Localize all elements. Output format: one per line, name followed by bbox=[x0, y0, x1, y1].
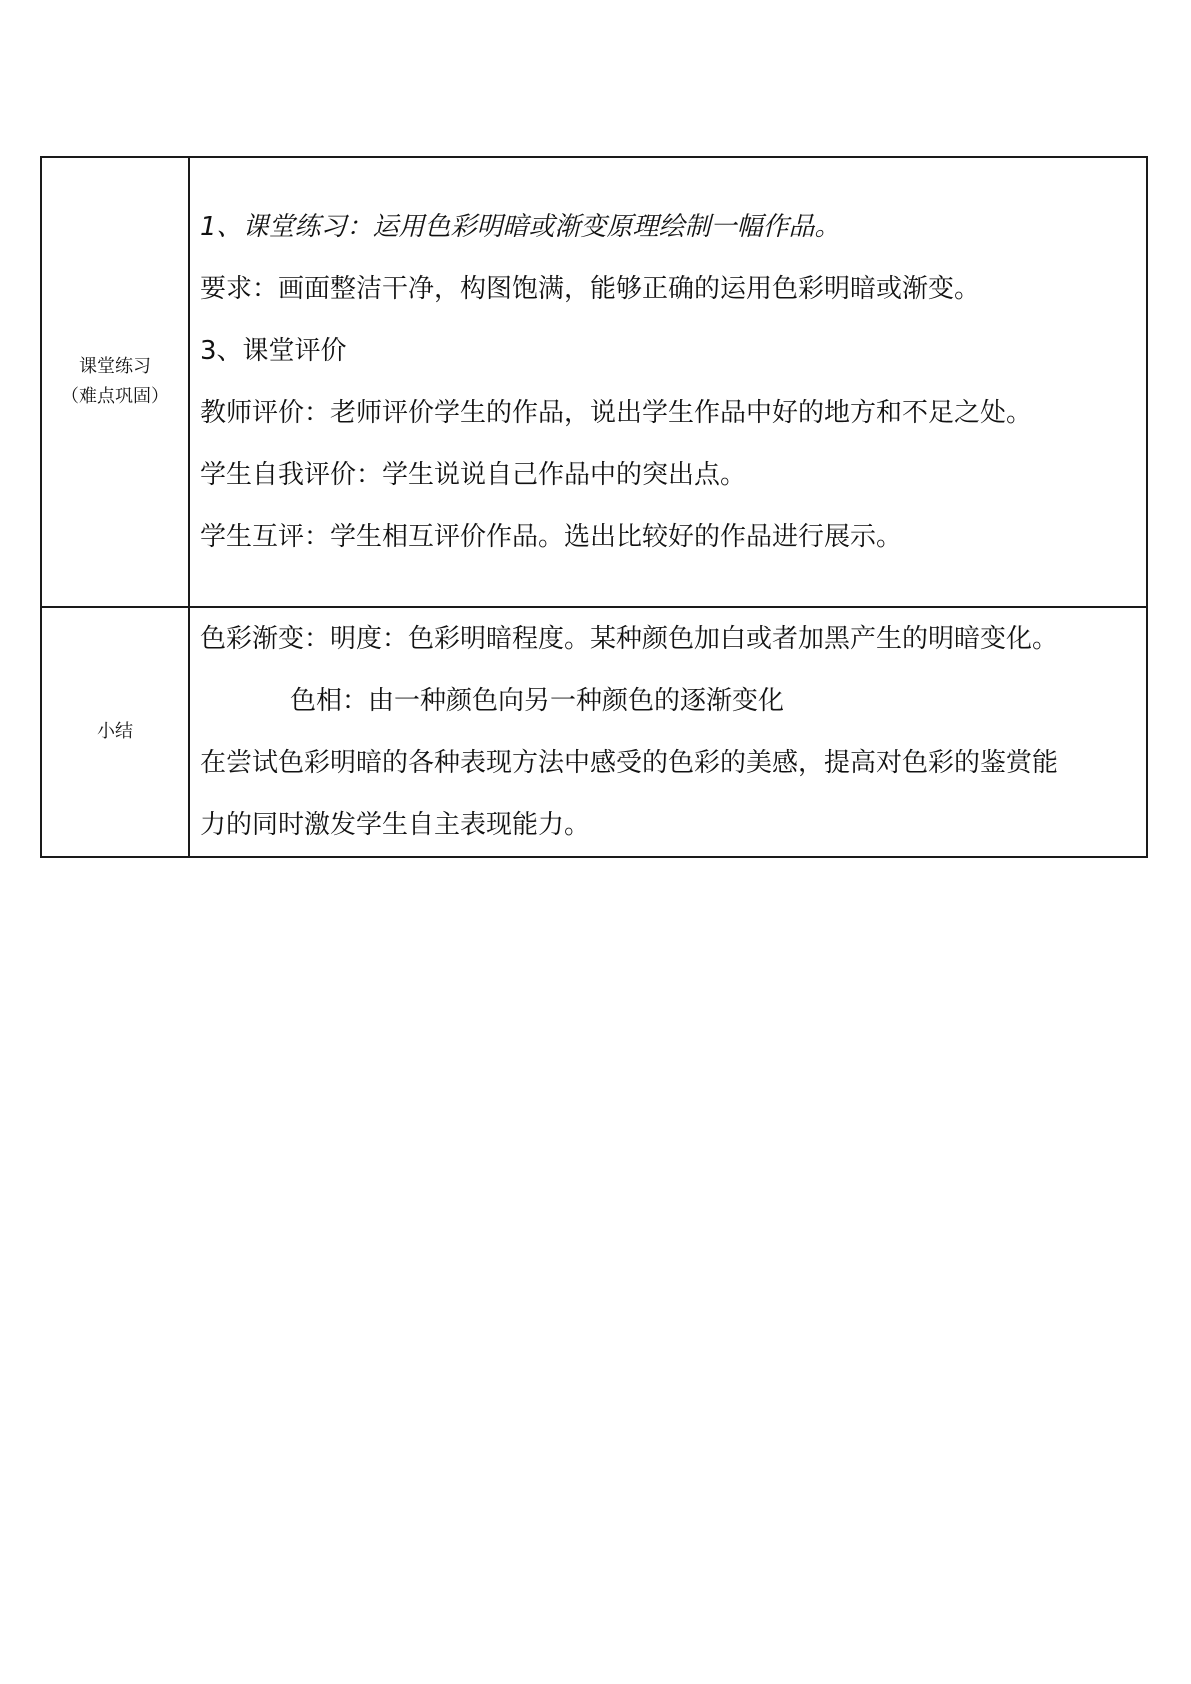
row-label-line: （难点巩固） bbox=[61, 386, 169, 407]
practice-requirement-line: 要求：画面整洁干净，构图饱满，能够正确的运用色彩明暗或渐变。 bbox=[200, 274, 981, 304]
summary-goal-line-continued: 力的同时激发学生自主表现能力。 bbox=[200, 810, 591, 840]
row-label-classroom-practice bbox=[41, 157, 189, 607]
summary-brightness-line: 色彩渐变：明度：色彩明暗程度。某种颜色加白或者加黑产生的明暗变化。 bbox=[200, 624, 1059, 654]
summary-content bbox=[189, 607, 1147, 857]
peer-evaluation-line: 学生互评：学生相互评价作品。选出比较好的作品进行展示。 bbox=[200, 522, 903, 552]
summary-goal-line: 在尝试色彩明暗的各种表现方法中感受的色彩的美感，提高对色彩的鉴赏能 bbox=[200, 748, 1059, 778]
row-label-line: 小结 bbox=[97, 721, 133, 742]
lesson-plan-table bbox=[40, 156, 1148, 858]
summary-hue-line: 色相：由一种颜色向另一种颜色的逐渐变化 bbox=[290, 686, 785, 716]
row-label-summary bbox=[41, 607, 189, 857]
practice-task-line: 1、课堂练习：运用色彩明暗或渐变原理绘制一幅作品。 bbox=[200, 212, 841, 242]
classroom-practice-content bbox=[189, 157, 1147, 607]
table-row-classroom-practice bbox=[41, 157, 1147, 607]
table-row-summary bbox=[41, 607, 1147, 857]
teacher-evaluation-line: 教师评价：老师评价学生的作品，说出学生作品中好的地方和不足之处。 bbox=[200, 398, 1033, 428]
evaluation-heading: 3、课堂评价 bbox=[200, 336, 347, 366]
self-evaluation-line: 学生自我评价：学生说说自己作品中的突出点。 bbox=[200, 460, 747, 490]
row-label-line: 课堂练习 bbox=[79, 356, 151, 377]
